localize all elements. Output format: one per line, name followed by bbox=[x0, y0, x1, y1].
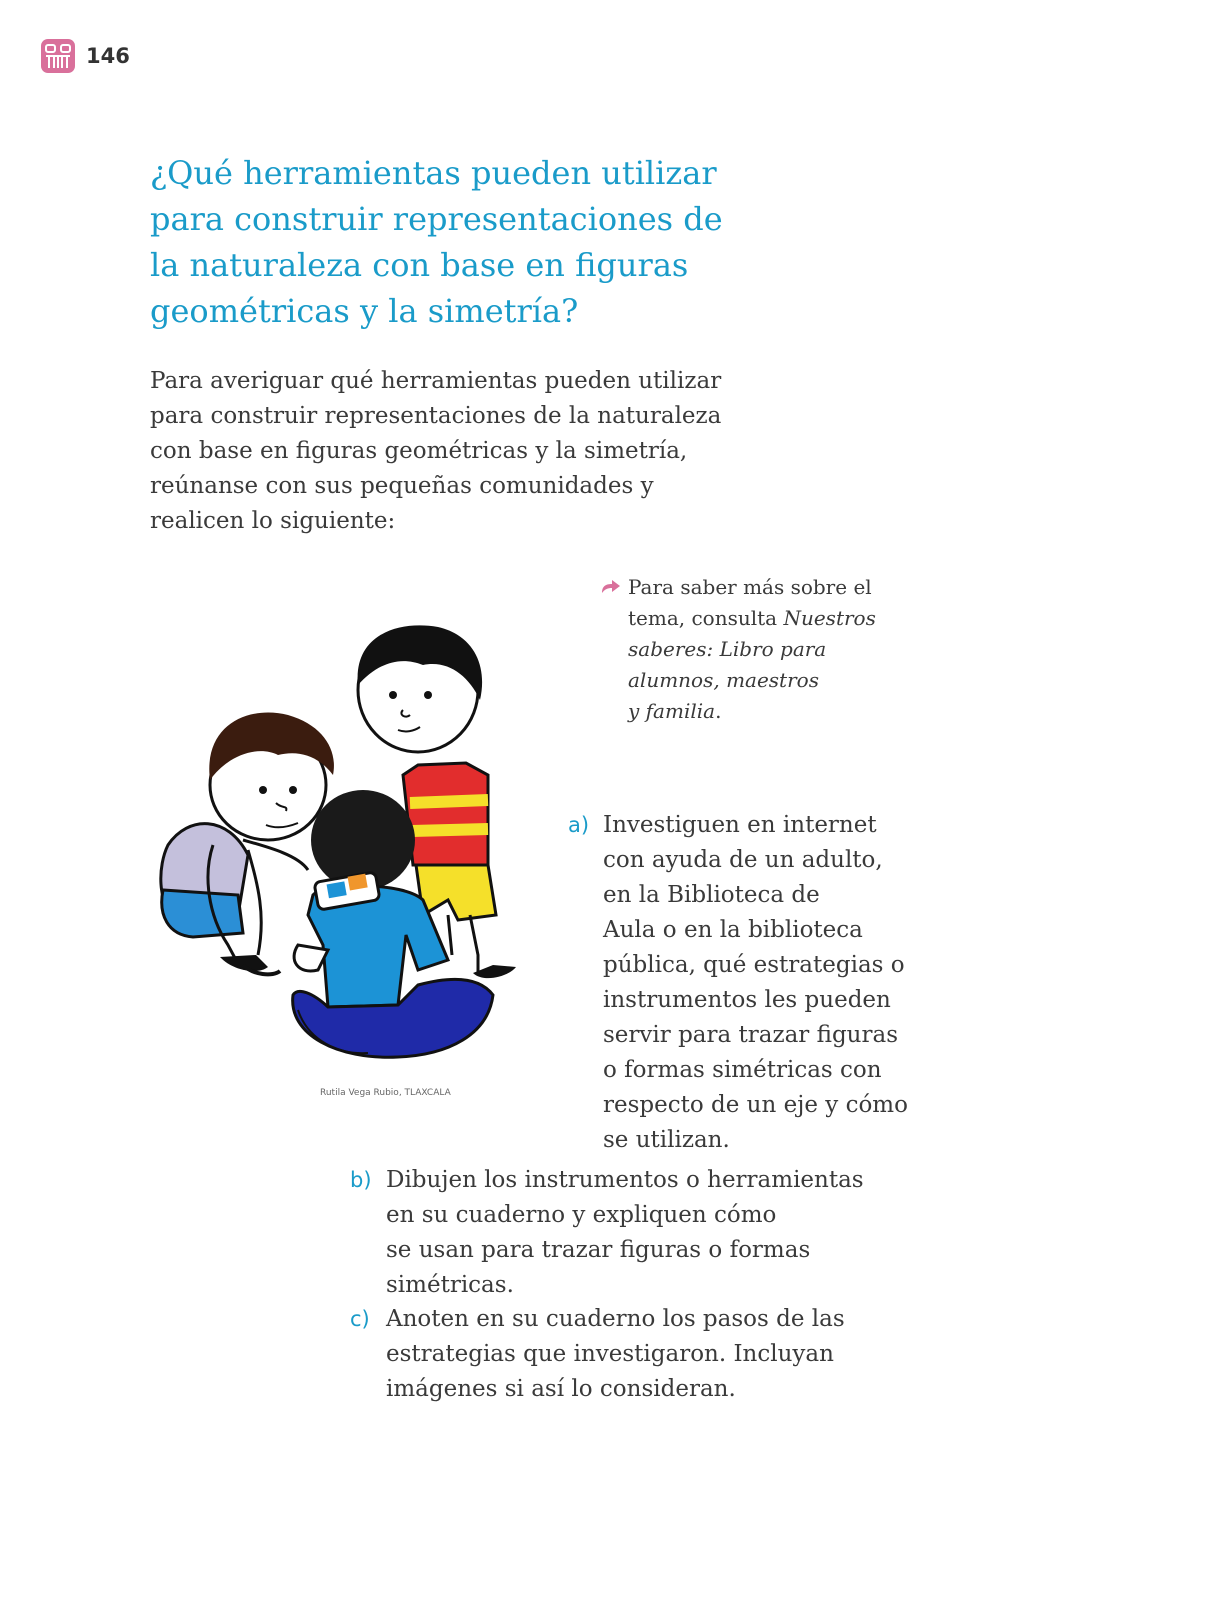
item-line: Dibujen los instrumentos o herramientas bbox=[386, 1167, 864, 1193]
reference-note bbox=[600, 572, 920, 727]
intro-line: Para averiguar qué herramientas pueden utilizar bbox=[150, 368, 722, 394]
intro-line: realicen lo siguiente: bbox=[150, 508, 396, 534]
note-line: Para saber más sobre el bbox=[628, 575, 872, 599]
list-item-a bbox=[568, 808, 968, 1158]
item-line: se utilizan. bbox=[603, 1127, 730, 1153]
item-line: pública, qué estrategias o bbox=[603, 952, 905, 978]
title-line: ¿Qué herramientas pueden utilizar bbox=[150, 154, 717, 192]
item-line: con ayuda de un adulto, bbox=[603, 847, 883, 873]
title-line: la naturaleza con base en figuras bbox=[150, 246, 689, 284]
book-title: alumnos, maestros bbox=[628, 668, 819, 692]
children-illustration bbox=[148, 615, 528, 1095]
item-line: respecto de un eje y cómo bbox=[603, 1092, 908, 1118]
item-line: servir para trazar figuras bbox=[603, 1022, 898, 1048]
intro-paragraph bbox=[150, 364, 790, 539]
item-line: imágenes si así lo consideran. bbox=[386, 1376, 736, 1402]
intro-line: con base en figuras geométricas y la simetría, bbox=[150, 438, 688, 464]
item-line: en su cuaderno y expliquen cómo bbox=[386, 1202, 777, 1228]
book-title: saberes: Libro para bbox=[628, 637, 827, 661]
arrow-icon bbox=[600, 579, 622, 595]
page-number: 146 bbox=[86, 44, 130, 68]
item-line: estrategias que investigaron. Incluyan bbox=[386, 1341, 834, 1367]
book-title: y familia bbox=[628, 699, 716, 723]
note-line bbox=[628, 603, 920, 634]
note-line bbox=[628, 696, 920, 727]
title-line: para construir representaciones de bbox=[150, 200, 723, 238]
note-line bbox=[628, 634, 920, 665]
page-title bbox=[150, 150, 770, 334]
note-text: tema, consulta bbox=[628, 606, 784, 630]
note-text: . bbox=[715, 699, 722, 723]
page-header bbox=[40, 38, 130, 74]
item-line: Aula o en la biblioteca bbox=[603, 917, 863, 943]
item-line: se usan para trazar figuras o formas bbox=[386, 1237, 811, 1263]
list-item-c bbox=[350, 1302, 950, 1407]
intro-line: para construir representaciones de la naturaleza bbox=[150, 403, 722, 429]
book-title: Nuestros bbox=[783, 606, 876, 630]
item-line: o formas simétricas con bbox=[603, 1057, 882, 1083]
list-marker: c) bbox=[350, 1307, 370, 1331]
note-line bbox=[628, 665, 920, 696]
item-line: Anoten en su cuaderno los pasos de las bbox=[386, 1306, 845, 1332]
item-line: en la Biblioteca de bbox=[603, 882, 820, 908]
glyph-icon bbox=[40, 38, 76, 74]
list-marker: a) bbox=[568, 813, 590, 837]
intro-line: reúnanse con sus pequeñas comunidades y bbox=[150, 473, 654, 499]
list-item-b bbox=[350, 1163, 950, 1303]
title-line: geométricas y la simetría? bbox=[150, 292, 579, 330]
left-child-figure bbox=[161, 713, 334, 975]
item-line: simétricas. bbox=[386, 1272, 514, 1298]
list-marker: b) bbox=[350, 1168, 372, 1192]
item-line: instrumentos les pueden bbox=[603, 987, 891, 1013]
item-line: Investiguen en internet bbox=[603, 812, 877, 838]
illustration-credit: Rutila Vega Rubio, TLAXCALA bbox=[320, 1088, 451, 1098]
